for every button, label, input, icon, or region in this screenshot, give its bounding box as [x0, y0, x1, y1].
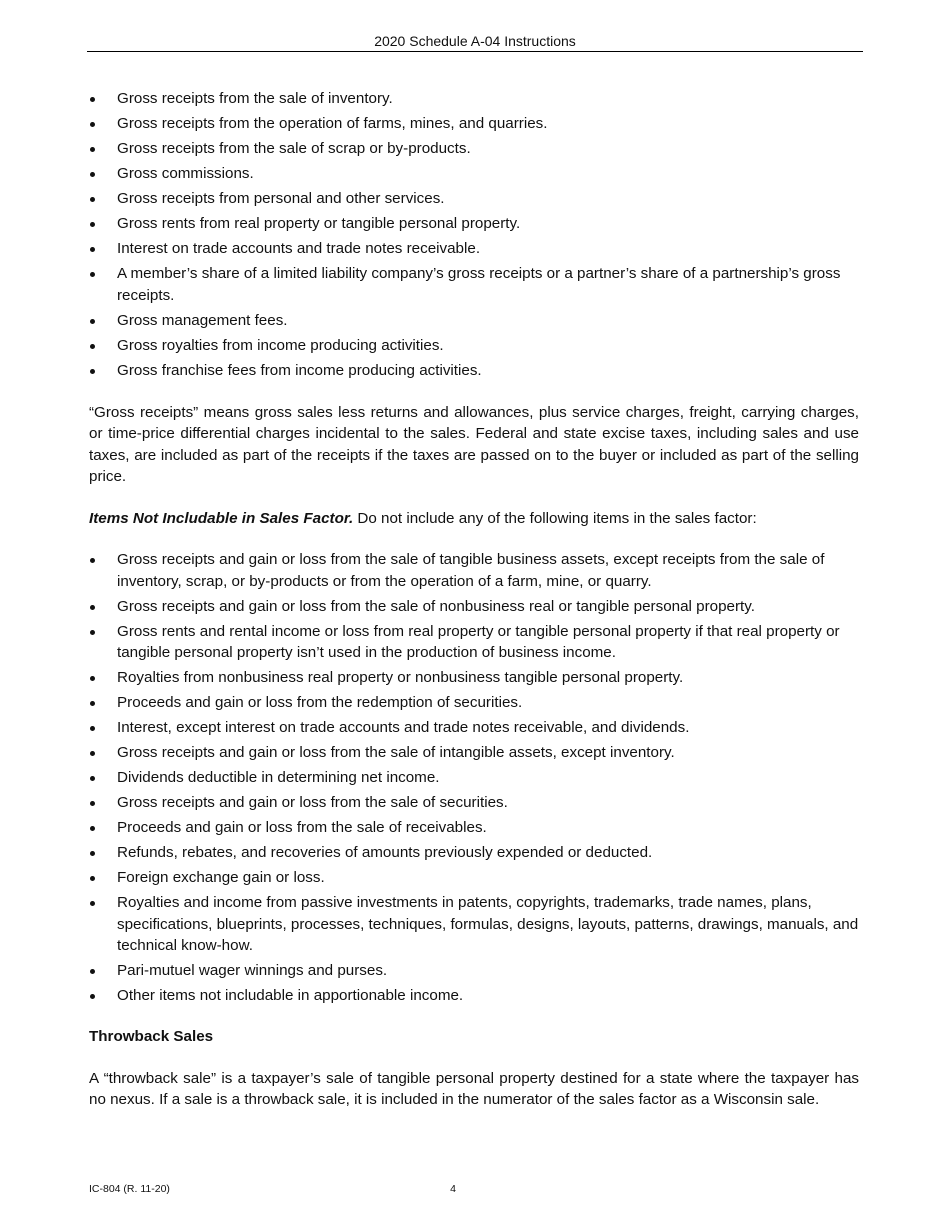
list-item: Gross management fees. [89, 310, 859, 332]
list-item: Gross receipts from the sale of inventory. [89, 88, 859, 110]
list-item: Gross rents from real property or tangible personal property. [89, 213, 859, 235]
page-header: 2020 Schedule A-04 Instructions [87, 33, 863, 52]
list-item: Gross commissions. [89, 163, 859, 185]
list-item: Gross receipts from the operation of farms, mines, and quarries. [89, 113, 859, 135]
list-item: A member’s share of a limited liability company’s gross receipts or a partner’s share of a partnership’s gross receipts. [89, 263, 859, 306]
list-item: Interest, except interest on trade accounts and trade notes receivable, and dividends. [89, 717, 859, 739]
list-item: Proceeds and gain or loss from the sale of receivables. [89, 817, 859, 839]
footer-form-id: IC-804 (R. 11-20) [89, 1183, 170, 1195]
list-item: Royalties and income from passive investments in patents, copyrights, trademarks, trade names, plans, specifications, blueprints, processes, techniques, formulas, designs, layouts, patterns, drawings, manuals, and technical know-how. [89, 892, 859, 957]
list-item: Dividends deductible in determining net income. [89, 767, 859, 789]
throwback-heading: Throwback Sales [89, 1028, 214, 1045]
list-item: Proceeds and gain or loss from the redemption of securities. [89, 692, 859, 714]
not-includable-items-list [89, 549, 859, 1007]
list-item: Royalties from nonbusiness real property or nonbusiness tangible personal property. [89, 667, 859, 689]
not-includable-intro-text: Do not include any of the following items in the sales factor: [353, 509, 757, 527]
list-item: Gross receipts and gain or loss from the sale of nonbusiness real or tangible personal property. [89, 596, 859, 618]
list-item: Gross receipts and gain or loss from the sale of tangible business assets, except receipts from the sale of inventory, scrap, or by-products or from the operation of a farm, mine, or quarry. [89, 549, 859, 592]
footer-page-number: 4 [450, 1183, 456, 1195]
list-item: Interest on trade accounts and trade notes receivable. [89, 238, 859, 260]
list-item: Gross receipts from the sale of scrap or by-products. [89, 138, 859, 160]
throwback-text: A “throwback sale” is a taxpayer’s sale of tangible personal property destined for a state where the taxpayer has no nexus. If a sale is a throwback sale, it is included in the numerator of the sales factor as a Wisconsin sale. [89, 1069, 859, 1108]
includable-items-list [89, 88, 859, 381]
list-item: Gross rents and rental income or loss from real property or tangible personal property if that real property or tangible personal property isn’t used in the production of business income. [89, 621, 859, 664]
page-content [89, 88, 859, 1111]
list-item: Foreign exchange gain or loss. [89, 867, 859, 889]
not-includable-intro [89, 508, 859, 530]
list-item: Refunds, rebates, and recoveries of amounts previously expended or deducted. [89, 842, 859, 864]
gross-receipts-definition: “Gross receipts” means gross sales less returns and allowances, plus service charges, freight, carrying charges, or time-price differential charges incidental to the sales. Federal and state excise taxes, including sales and use taxes, are included as part of the receipts if the taxes are passed on to the buyer or included as part of the selling price. [89, 403, 859, 485]
list-item: Gross receipts and gain or loss from the sale of intangible assets, except inventory. [89, 742, 859, 764]
list-item: Gross franchise fees from income producing activities. [89, 360, 859, 382]
list-item: Pari-mutuel wager winnings and purses. [89, 960, 859, 982]
list-item: Gross royalties from income producing activities. [89, 335, 859, 357]
not-includable-heading: Items Not Includable in Sales Factor. [89, 509, 354, 527]
list-item: Other items not includable in apportionable income. [89, 985, 859, 1007]
list-item: Gross receipts from personal and other services. [89, 188, 859, 210]
list-item: Gross receipts and gain or loss from the sale of securities. [89, 792, 859, 814]
